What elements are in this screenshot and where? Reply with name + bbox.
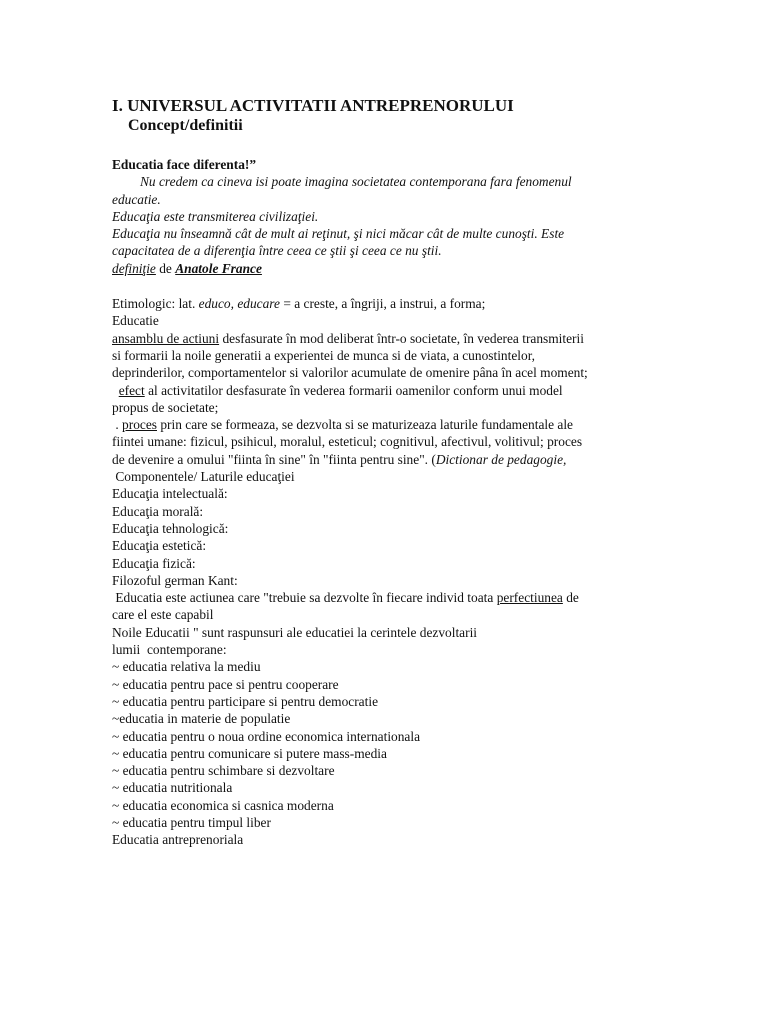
list-item: ~ educatia pentru pace si pentru cooperare [112,676,339,692]
chapter-heading: I. UNIVERSUL ACTIVITATII ANTREPRENORULUI [112,96,514,115]
intro-line-3: Educaţia este transmiterea civilizaţiei. [112,208,319,224]
list-item: ~ educatia pentru comunicare si putere mass-media [112,745,387,761]
final-line: Educatia antreprenoriala [112,832,244,848]
etymology-prefix: Etimologic: lat. [112,296,199,312]
intro-line-2: educatie. [112,191,161,207]
list-item: ~educatia in materie de populatie [112,711,291,727]
definition-1-line-1 [112,330,652,347]
component-item: Educaţia estetică: [112,538,207,554]
noile-line-2: lumii contemporane: [112,642,227,658]
definition-3-text-3: de devenire a omului "fiinta în sine" în "fiinta pentru sine". ( [112,451,436,467]
list-item: ~ educatia relativa la mediu [112,659,261,675]
definition-1-text: desfasurate în mod deliberat într-o societate, în vederea transmiterii [219,330,584,346]
kant-quote-line-2: care el este capabil [112,607,214,623]
etymology-rest: = a creste, a îngriji, a instrui, a forma; [279,296,486,312]
component-item: Educaţia fizică: [112,555,196,571]
definition-2-text: al activitatilor desfasurate în vederea formarii oamenilor conform unui model [144,382,563,398]
intro-line-4: Educaţia nu înseamnă cât de mult ai reţinut, şi nici măcar cât de multe cunoşti. Este [112,226,565,242]
etymology-words: educo, educare [198,296,280,312]
definition-3-text: prin care se formeaza, se dezvolta si se maturizeaza laturile fundamentale ale [157,417,574,433]
definition-1-term: ansamblu de actiuni [112,330,220,346]
list-item: ~ educatia pentru participare si pentru democratie [112,693,379,709]
list-item: ~ educatia pentru timpul liber [112,814,271,830]
section-subtitle: Concept/definitii [128,117,243,134]
intro-line-1: Nu credem ca cineva isi poate imagina societatea contemporana fara fenomenul [140,174,572,190]
definition-2-lead [112,383,119,398]
slogan: Educatia face diferenta!” [112,157,257,172]
list-item: ~ educatia pentru schimbare si dezvoltare [112,763,335,779]
component-item: Educaţia intelectuală: [112,486,228,502]
author-name: Anatole France [175,260,262,276]
definition-3-line-1 [112,416,652,433]
definition-de: de [155,260,176,276]
definition-source [112,260,652,277]
definition-1-line-2: si formarii la noile generatii a experientei de munca si de viata, a cunostintelor, [112,347,535,363]
definition-2-line-2: propus de societate; [112,399,219,415]
noile-line-1: Noile Educatii " sunt raspunsuri ale educatiei la cerintele dezvoltarii [112,624,478,640]
intro-line-5: capacitatea de a diferenţia între ceea ce ştii şi ceea ce nu ştii. [112,243,442,259]
definition-1-line-3: deprinderilor, comportamentelor si valorilor acumulate de omenire pâna în acel moment; [112,365,588,381]
etymology-line [112,295,652,312]
kant-intro: Filozoful german Kant: [112,572,238,588]
definition-3-line-3 [112,451,652,468]
list-item: ~ educatia economica si casnica moderna [112,797,334,813]
definition-3-lead: . [112,417,123,433]
definition-2-term: efect [118,382,145,398]
definition-2-line-1 [112,382,652,399]
component-item: Educaţia tehnologică: [112,520,229,536]
kant-quote-line-1 [112,589,652,606]
dictionary-reference: Dictionar de pedagogie, [435,451,567,467]
components-title: Componentele/ Laturile educaţiei [112,469,295,485]
document-page [112,96,652,849]
educatie-label: Educatie [112,313,159,329]
list-item: ~ educatia nutritionala [112,780,233,796]
definition-3-term: proces [122,417,157,433]
kant-quote-underlined: perfectiunea [496,590,563,606]
kant-quote-a: Educatia este actiunea care "trebuie sa dezvolte în fiecare individ toata [112,590,497,606]
definition-3-line-2: fiintei umane: fizicul, psihicul, moralul, esteticul; cognitivul, afectivul, volitivul; proces [112,434,583,450]
kant-quote-b: de [562,590,579,606]
definition-word: definiţie [112,260,156,276]
list-item: ~ educatia pentru o noua ordine economica internationala [112,728,421,744]
component-item: Educaţia morală: [112,503,204,519]
